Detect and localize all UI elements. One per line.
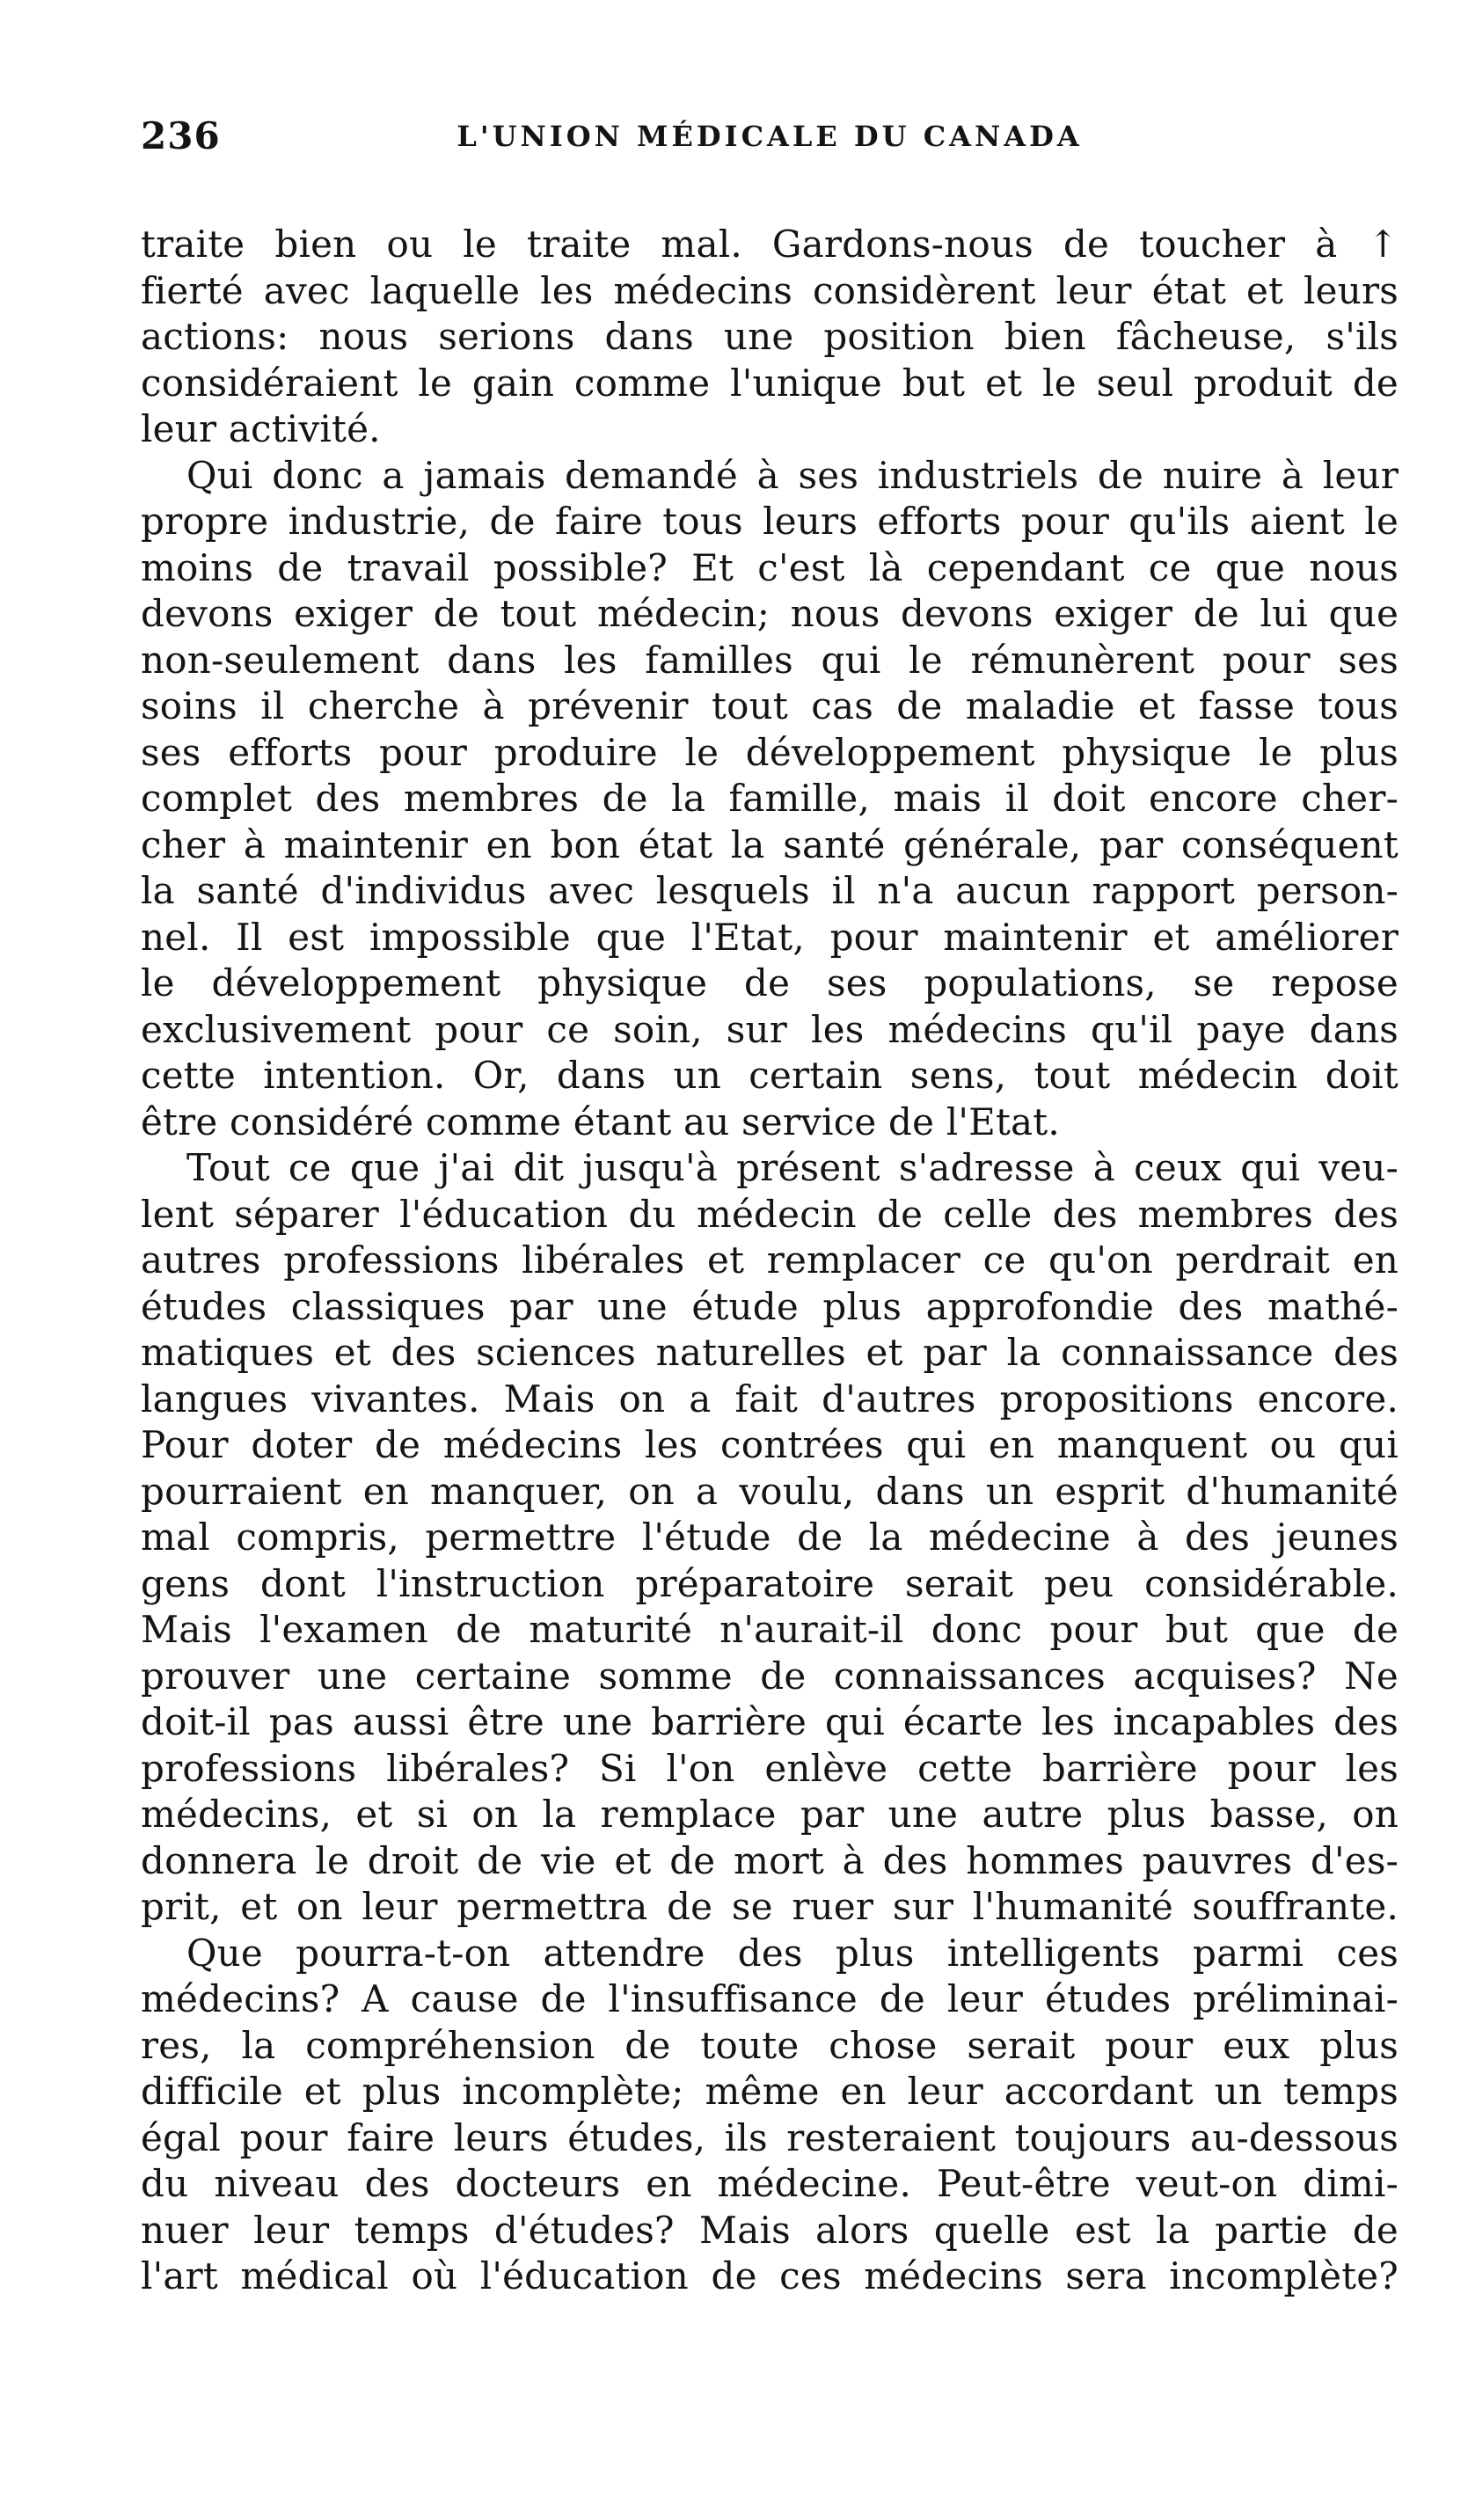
text-line: res, la compréhension de toute chose serait pour eux plus bbox=[141, 2023, 1399, 2067]
text-line: non-seulement dans les familles qui le rémunèrent pour ses bbox=[141, 638, 1399, 682]
text-line: nuer leur temps d'études? Mais alors quelle est la partie de bbox=[141, 2208, 1399, 2252]
text-line: actions: nous serions dans une position bien fâcheuse, s'ils bbox=[141, 315, 1399, 358]
text-line: langues vivantes. Mais on a fait d'autres propositions encore. bbox=[141, 1377, 1399, 1421]
text-line: traite bien ou le traite mal. Gardons-nous de toucher à ↑ bbox=[141, 223, 1399, 266]
text-line: autres professions libérales et remplacer ce qu'on perdrait en bbox=[141, 1238, 1399, 1282]
text-line: leur activité. bbox=[141, 407, 381, 450]
body-text bbox=[141, 222, 1399, 2300]
text-line: Pour doter de médecins les contrées qui en manquent ou qui bbox=[141, 1423, 1399, 1466]
text-line: médecins, et si on la remplace par une autre plus basse, on bbox=[141, 1793, 1399, 1836]
journal-title: L'UNION MÉDICALE DU CANADA bbox=[456, 120, 1083, 153]
text-line: Qui donc a jamais demandé à ses industriels de nuire à leur bbox=[186, 453, 1399, 497]
text-line: cette intention. Or, dans un certain sens, tout médecin doit bbox=[141, 1054, 1399, 1097]
text-line: soins il cherche à prévenir tout cas de maladie et fasse tous bbox=[141, 684, 1399, 727]
text-line: l'art médical où l'éducation de ces médecins sera incomplète? bbox=[141, 2254, 1399, 2297]
text-line: pourraient en manquer, on a voulu, dans un esprit d'humanité bbox=[141, 1469, 1399, 1513]
text-line: Que pourra-t-on attendre des plus intelligents parmi ces bbox=[186, 1931, 1399, 1975]
text-line: la santé d'individus avec lesquels il n'a aucun rapport person- bbox=[141, 869, 1399, 912]
text-line: propre industrie, de faire tous leurs efforts pour qu'ils aient le bbox=[141, 500, 1399, 543]
document-page bbox=[141, 114, 1399, 2300]
text-line: Mais l'examen de maturité n'aurait-il donc pour but que de bbox=[141, 1608, 1399, 1651]
text-line: cher à maintenir en bon état la santé générale, par conséquent bbox=[141, 822, 1399, 866]
text-line: exclusivement pour ce soin, sur les médecins qu'il paye dans bbox=[141, 1007, 1399, 1051]
text-line: prouver une certaine somme de connaissances acquises? Ne bbox=[141, 1654, 1399, 1698]
running-head bbox=[141, 114, 1399, 176]
text-line: études classiques par une étude plus approfondie des mathé- bbox=[141, 1284, 1399, 1328]
text-line: mal compris, permettre l'étude de la médecine à des jeunes bbox=[141, 1516, 1399, 1559]
text-line: être considéré comme étant au service de l'Etat. bbox=[141, 1099, 1060, 1143]
text-line: professions libérales? Si l'on enlève cette barrière pour les bbox=[141, 1746, 1399, 1790]
text-line: ses efforts pour produire le développement physique le plus bbox=[141, 730, 1399, 774]
text-line: égal pour faire leurs études, ils resteraient toujours au-dessous bbox=[141, 2115, 1399, 2159]
text-line: le développement physique de ses populations, se repose bbox=[141, 961, 1399, 1004]
page-number: 236 bbox=[141, 114, 221, 157]
text-line: médecins? A cause de l'insuffisance de leur études préliminai- bbox=[141, 1977, 1399, 2020]
text-line: considéraient le gain comme l'unique but et le seul produit de bbox=[141, 361, 1399, 405]
text-line: Tout ce que j'ai dit jusqu'à présent s'adresse à ceux qui veu- bbox=[186, 1146, 1399, 1189]
text-line: difficile et plus incomplète; même en leur accordant un temps bbox=[141, 2070, 1399, 2113]
text-line: doit-il pas aussi être une barrière qui écarte les incapables des bbox=[141, 1700, 1399, 1743]
text-line: fierté avec laquelle les médecins considèrent leur état et leurs bbox=[141, 268, 1399, 312]
text-line: complet des membres de la famille, mais il doit encore cher- bbox=[141, 777, 1399, 820]
text-line: matiques et des sciences naturelles et par la connaissance des bbox=[141, 1331, 1399, 1374]
text-line: nel. Il est impossible que l'Etat, pour maintenir et améliorer bbox=[141, 915, 1399, 959]
text-line: devons exiger de tout médecin; nous devons exiger de lui que bbox=[141, 592, 1399, 635]
text-line: moins de travail possible? Et c'est là cependant ce que nous bbox=[141, 545, 1399, 589]
text-line: gens dont l'instruction préparatoire serait peu considérable. bbox=[141, 1561, 1399, 1605]
text-line: lent séparer l'éducation du médecin de celle des membres des bbox=[141, 1192, 1399, 1236]
text-line: donnera le droit de vie et de mort à des hommes pauvres d'es- bbox=[141, 1838, 1399, 1882]
text-line: du niveau des docteurs en médecine. Peut-être veut-on dimi- bbox=[141, 2162, 1399, 2205]
text-line: prit, et on leur permettra de se ruer sur l'humanité souffrante. bbox=[141, 1885, 1399, 1928]
